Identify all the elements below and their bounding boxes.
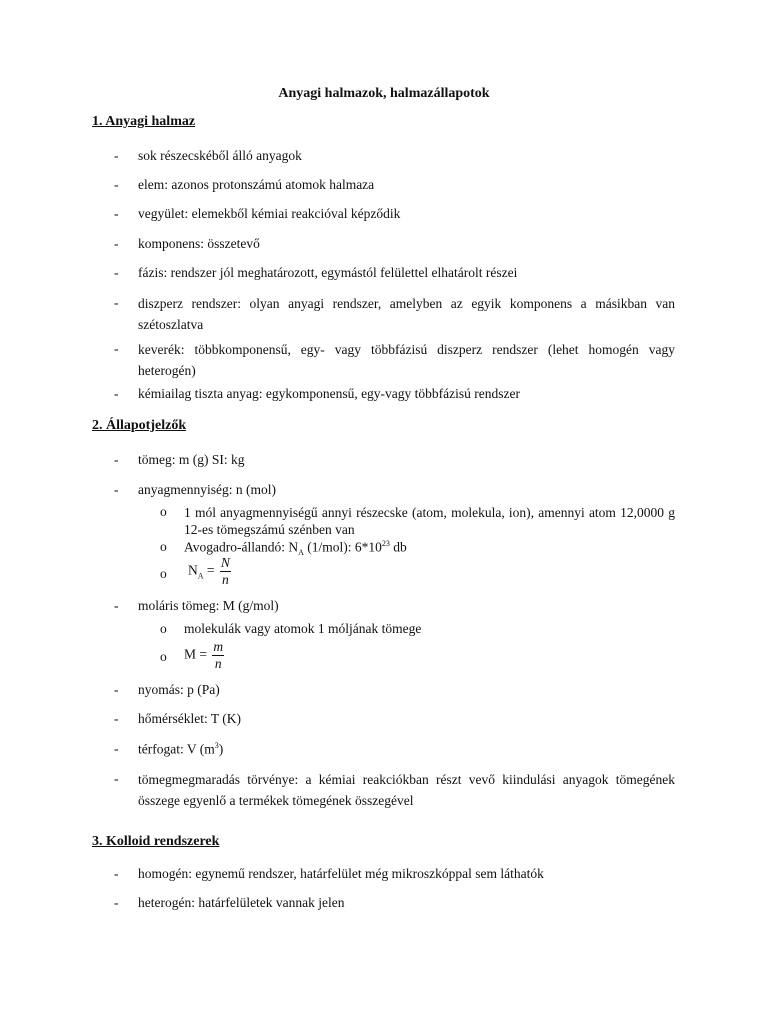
formula-avogadro: $N_A$ = $\frac{N}{n}$ <box>188 555 230 587</box>
dash-marker: - <box>114 386 119 401</box>
dash-marker: - <box>114 236 119 251</box>
dash-marker: - <box>114 452 119 467</box>
sublist-item-mole-definition: 1 mól anyagmennyiségű annyi részecske (atom, molekula, ion), amennyi atom 12,0000 g 12-es tömegszámú szénben van <box>184 505 675 537</box>
list-item-temperature: hőmérséklet: T (K) <box>138 711 241 726</box>
circle-marker: o <box>160 504 167 519</box>
list-item-pressure: nyomás: p (Pa) <box>138 682 220 697</box>
dash-marker: - <box>114 295 119 310</box>
formula-molar-mass: M = $\frac{m}{n}$ <box>184 639 224 671</box>
list-item: sok részecskéből álló anyagok <box>138 148 302 163</box>
list-item-molar-mass: moláris tömeg: M (g/mol) <box>138 598 279 613</box>
list-item: homogén: egynemű rendszer, határfelület még mikroszkóppal sem láthatók <box>138 866 544 881</box>
circle-marker: o <box>160 539 167 554</box>
circle-marker: o <box>160 566 167 581</box>
dash-marker: - <box>114 711 119 726</box>
dash-marker: - <box>114 341 119 356</box>
list-item: keverék: többkomponensű, egy- vagy többfázisú diszperz rendszer (lehet homogén vagy heterogén) <box>138 342 675 378</box>
dash-marker: - <box>114 598 119 613</box>
list-item: heterogén: határfelületek vannak jelen <box>138 895 345 910</box>
section-1-heading: 1. Anyagi halmaz <box>92 114 196 129</box>
list-item-mass: tömeg: m (g) SI: kg <box>138 452 245 467</box>
list-item-volume: térfogat: V $(m^3)$ <box>138 741 224 757</box>
list-item: elem: azonos protonszámú atomok halmaza <box>138 177 375 192</box>
sublist-item-avogadro: Avogadro-állandó: $N_A$ (1/mol): $6*10^{23}$ db <box>184 539 407 558</box>
dash-marker: - <box>114 895 119 910</box>
list-item-mass-conservation: tömegmegmaradás törvénye: a kémiai reakciókban részt vevő kiindulási anyagok tömegének összege egyenlő a termékek tömegének összegével <box>138 772 675 808</box>
sublist-item-molar-definition: molekulák vagy atomok 1 móljának tömege <box>184 621 422 636</box>
section-3-heading: 3. Kolloid rendszerek <box>92 834 220 849</box>
list-item-amount: anyagmennyiség: n (mol) <box>138 482 276 497</box>
dash-marker: - <box>114 482 119 497</box>
dash-marker: - <box>114 682 119 697</box>
list-item: kémiailag tiszta anyag: egykomponensű, egy-vagy többfázisú rendszer <box>138 386 521 401</box>
dash-marker: - <box>114 148 119 163</box>
dash-marker: - <box>114 177 119 192</box>
circle-marker: o <box>160 649 167 664</box>
list-item: diszperz rendszer: olyan anyagi rendszer, amelyben az egyik komponens a másikban van szétoszlatva <box>138 296 675 332</box>
list-item: vegyület: elemekből kémiai reakcióval képződik <box>138 206 401 221</box>
dash-marker: - <box>114 741 119 756</box>
list-item: komponens: összetevő <box>138 236 260 251</box>
fraction: $\frac{m}{n}$ <box>213 639 224 671</box>
dash-marker: - <box>114 771 119 786</box>
fraction: $\frac{N}{n}$ <box>220 555 230 587</box>
section-2-heading: 2. Állapotjelzők <box>92 418 187 433</box>
document-title: Anyagi halmazok, halmazállapotok <box>278 86 490 101</box>
dash-marker: - <box>114 866 119 881</box>
list-item: fázis: rendszer jól meghatározott, egymástól felülettel elhatárolt részei <box>138 265 518 280</box>
dash-marker: - <box>114 265 119 280</box>
dash-marker: - <box>114 206 119 221</box>
circle-marker: o <box>160 621 167 636</box>
